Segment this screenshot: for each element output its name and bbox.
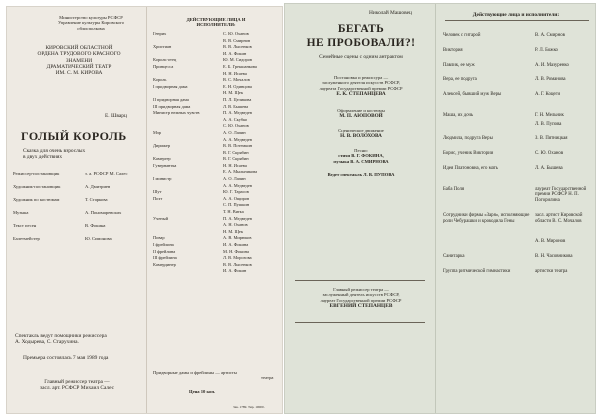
note-line: А. Ходырева, С. Старухина.	[15, 339, 79, 346]
cast-actor: В. В. Лысенков	[223, 44, 252, 50]
cast-actor: А. А. Медведев	[223, 136, 252, 142]
cast-actor: Н. М. Щек	[223, 90, 243, 96]
cast-role: Вера, ее подруга	[443, 77, 477, 83]
crew-row: Музыка А. Пономаревских	[13, 210, 122, 215]
cast-row	[153, 249, 281, 256]
cast-list	[443, 24, 593, 280]
cast-row	[153, 64, 281, 71]
cast-actor: З. В. Пятницкая	[535, 136, 568, 142]
chief-director	[11, 379, 143, 392]
right-programme-sheet	[284, 3, 596, 414]
cast-actor: Л. В. Романова	[535, 77, 566, 83]
cast-row	[153, 255, 281, 262]
cast-row	[443, 48, 593, 54]
cast-row	[443, 77, 593, 83]
cast-actor: Н. Н. Исаева	[223, 70, 247, 76]
cast-actor: И. А. Фокина	[223, 242, 249, 247]
cast-actor: М. Н. Фокина	[223, 248, 249, 254]
fold-line	[146, 7, 147, 413]
cast-role: Принцесса	[153, 63, 174, 69]
cast-row	[443, 187, 593, 204]
cast-actor: В. Н. Часовникова	[535, 253, 573, 259]
cast-role: Борис, ученик Виктории	[443, 151, 494, 157]
cast-actor: Ю. М. Сидоров	[223, 57, 252, 63]
cast-list	[153, 31, 281, 275]
title-line: БЕГАТЬ	[337, 23, 385, 35]
cast-row	[153, 189, 281, 196]
cast-actor: С. Ю. Оханов	[535, 151, 564, 157]
cast-row	[153, 143, 281, 150]
play-title	[293, 22, 429, 50]
cast-row	[153, 242, 281, 249]
header-line: облисполкома	[77, 25, 105, 31]
subtitle-line: в двух действиях	[23, 154, 63, 161]
cast-role: Павлик, ее муж	[443, 62, 475, 68]
fold-line	[435, 4, 436, 413]
cast-actor: Ю. Г. Тарасов	[223, 189, 249, 195]
cast-role: Камердинер	[153, 261, 176, 267]
cast-role: I придворная дама	[153, 83, 188, 89]
cast-actor: В. В. Потемкин	[223, 143, 253, 149]
cast-role: III придворная дама	[153, 103, 191, 109]
cast-row	[443, 122, 593, 128]
design-credit: Оформление и костюмы М. П. АЮПОВОЙ	[337, 108, 385, 120]
cast-actor: С. П. Пушкин	[223, 202, 250, 208]
left-programme-sheet	[6, 6, 283, 414]
cast-row	[443, 92, 593, 104]
cast-role: Идея Платоновна, его мать	[443, 165, 498, 171]
cast-actor: В. Г. Скрябин	[223, 156, 249, 162]
cast-row	[153, 216, 281, 223]
cast-role: Министр нежных чувств	[153, 110, 200, 116]
cast-actor: А. В. Миронов	[535, 239, 566, 245]
songs-credit: Песни: стихи В. Г. ФОКИНА, музыка В. А. СМИРНОВА	[333, 148, 389, 164]
crew-list	[13, 167, 141, 245]
cast-actor: Л. В. Бышева	[223, 103, 249, 109]
crew-row: Режиссер-постановщик з. а. РСФСР М. Салес	[13, 171, 128, 176]
cast-role: I фрейлина	[153, 242, 174, 247]
theatre-line: ЗНАМЕНИ	[65, 57, 93, 64]
cast-row	[443, 269, 593, 281]
movement-credit: Сценическое движение Н. В. ВОЛОХОВА	[338, 128, 384, 140]
cast-row	[443, 213, 593, 236]
cast-role: II фрейлина	[153, 248, 176, 254]
cast-role: Камергер	[153, 156, 171, 162]
play-title: ГОЛЫЙ КОРОЛЬ	[21, 129, 127, 143]
cast-row	[153, 117, 281, 124]
cast-row	[153, 123, 281, 130]
cast-row	[153, 196, 281, 203]
cast-row	[153, 57, 281, 64]
cast-row	[153, 169, 281, 176]
cast-actor: П. А. Медведев	[223, 110, 252, 116]
chief-line: засл. арт. РСФСР Михаил Салес	[39, 385, 115, 392]
cast-actor: С. Ю. Оханов	[223, 123, 249, 129]
crew-row: Художник-постановщик А. Дмитриев	[13, 184, 111, 189]
cast-role: Шут	[153, 189, 162, 195]
cast-actor: А. В. Мирюков	[223, 235, 252, 241]
theatre-line: ИМ. С. М. КИРОВА	[55, 70, 103, 77]
cast-row	[153, 71, 281, 78]
cast-row	[153, 97, 281, 104]
chief-director: Главный режиссер театра — заслуженный деятель искусств РСФСР, лауреат Государственной премии РСФСР ЕВГЕНИЙ СТЕПАНЦЕВ	[320, 287, 402, 310]
cast-actor: Г. Н. Мельник	[535, 112, 564, 118]
staging-credit: Постановка и режиссура — заслуженного деятеля искусств РСФСР, лауреата Государственной премии РСФСР Е. К. СТЕПАНЦЕВА	[319, 75, 403, 98]
cast-role: Виктория	[443, 47, 463, 53]
divider	[445, 20, 589, 21]
cast-role: Король-отец	[153, 57, 177, 63]
cast-row	[153, 51, 281, 58]
cast-row	[153, 163, 281, 170]
play-subtitle: Семейные сцены с одним антрактом	[319, 54, 403, 60]
cast-actor: Л. А. Бышева	[535, 165, 563, 171]
cast-actor: Е. Б. Грекшанкова	[223, 63, 257, 69]
cast-role: Баба Поля	[443, 186, 465, 192]
cast-actor: Н. М. Щек	[223, 228, 243, 234]
cast-row	[443, 136, 593, 142]
cast-row	[153, 176, 281, 183]
cast-row	[443, 63, 593, 69]
premiere-date: Премьера состоялась 7 мая 1989 года	[23, 355, 109, 361]
ministry-header	[41, 15, 141, 31]
cast-actor: С. Ю. Оханов	[223, 31, 249, 36]
cast-actor: А. А. Медведев	[223, 182, 252, 188]
cast-actor: лауреат Государственной премии РСФСР Н. П. Погорилина	[535, 186, 587, 204]
cast-role: Человек с гитарой	[443, 33, 481, 38]
cast-actor: А. О. Лапин	[223, 176, 246, 182]
cast-heading-line: ДЕЙСТВУЮЩИЕ ЛИЦА И	[186, 17, 246, 22]
cast-role: Группа ритмической гимнастики	[443, 268, 511, 274]
cast-role: Генрих	[153, 31, 167, 36]
cast-actor: Л. В. Пупова	[535, 121, 562, 127]
cast-row	[153, 235, 281, 242]
cast-row	[153, 150, 281, 157]
cast-actor: И. А. Фокин	[223, 268, 247, 274]
performance-lead: Ведет спектакль Л. В. ПУПОВА	[327, 172, 395, 177]
cast-row	[153, 268, 281, 275]
cast-row	[153, 262, 281, 269]
cast-row	[153, 183, 281, 190]
header-line: Министерство культуры РСФСР	[59, 15, 123, 20]
cast-row	[443, 33, 593, 39]
cast-row	[443, 254, 593, 260]
divider	[295, 322, 425, 323]
cast-role: Поэт	[153, 195, 163, 201]
cast-role: Дирижер	[153, 143, 171, 149]
cast-actor: засл. артист Кировской области В. С. Мочалов	[535, 212, 583, 224]
subtitle-line: Сказка для очень взрослых	[23, 148, 86, 154]
cast-row	[153, 110, 281, 117]
cast-footer: Придворные дамы и фрейлины — артисты театра	[153, 370, 274, 381]
cast-actor: Р. Л. Божко	[535, 47, 558, 53]
cast-row	[443, 166, 593, 178]
cast-row	[153, 44, 281, 51]
theatre-line: ДРАМАТИЧЕСКИЙ ТЕАТР	[46, 63, 112, 70]
cast-actor: П. Л. Целикова	[223, 96, 252, 102]
cast-role: Мэр	[153, 129, 161, 135]
cast-actor: П. А. Медведев	[223, 215, 252, 221]
cast-actor: А. И. Мазуренко	[535, 62, 569, 68]
cast-row	[153, 222, 281, 229]
cast-actor: И. А. Фокин	[223, 50, 247, 56]
cast-row	[153, 31, 281, 38]
printer-order: Зак. 1789. Тир. 10000.	[233, 405, 265, 409]
cast-role: III фрейлина	[153, 255, 177, 261]
crew-row: Текст песен В. Фокина	[13, 223, 106, 228]
cast-row	[443, 151, 593, 157]
cast-row	[153, 229, 281, 236]
cast-row	[443, 113, 593, 119]
title-line: НЕ ПРОБОВАЛИ?!	[306, 37, 416, 49]
theatre-line: ОРДЕНА ТРУДОВОГО КРАСНОГО	[37, 51, 121, 58]
cast-actor: Е. Н. Одинцова	[223, 83, 252, 89]
cast-role: Христиан	[153, 44, 172, 50]
cast-actor: А. Н. Оханов	[223, 222, 248, 228]
cast-row	[443, 239, 593, 245]
play-author: Е. Шварц	[105, 113, 127, 119]
header-line: Управление культуры Кировского	[57, 20, 125, 26]
cast-actor: В. А. Смирнов	[535, 33, 565, 38]
cast-role: Алексей, бывший муж Веры	[443, 92, 502, 98]
cast-actor: Е. А. Мыльникова	[223, 169, 258, 175]
cast-heading-line: ИСПОЛНИТЕЛИ:	[196, 22, 236, 28]
theatre-name	[15, 45, 143, 76]
cast-actor: В. Г. Скрябин	[223, 149, 249, 155]
cast-role: Король	[153, 77, 167, 83]
cast-actor: А. О. Лапин	[223, 129, 246, 135]
cast-row	[153, 77, 281, 84]
cast-actor: артистки театра	[535, 268, 568, 274]
theatre-line: КИРОВСКИЙ ОБЛАСТНОЙ	[45, 45, 113, 51]
cast-role: Сотрудники фирмы «Заря», исполняющие роли Чебурашки и крокодила Гены	[443, 212, 530, 224]
crew-row: Художник по костюмам Т. Старкова	[13, 197, 108, 202]
cast-role: I министр	[153, 176, 172, 182]
cast-actor: В. В. Смирнов	[223, 37, 251, 43]
price: Цена 10 коп.	[189, 389, 216, 394]
play-subtitle	[23, 148, 85, 161]
cast-actor: А. А. Ощиров	[223, 195, 250, 201]
cast-row	[153, 104, 281, 111]
cast-heading	[157, 17, 275, 28]
chief-line: Главный режиссер театра —	[44, 379, 110, 385]
cast-row	[153, 209, 281, 216]
cast-heading: Действующие лица и исполнители:	[472, 12, 560, 18]
cast-role: Санитарка	[443, 253, 465, 259]
cast-actor: В. С. Мочалов	[223, 77, 250, 83]
cast-role: Людмила, подруга Веры	[443, 136, 493, 142]
cast-row	[153, 38, 281, 45]
crew-row: Балетмейстер Ю. Симонова	[13, 236, 112, 241]
cast-actor: Т. Н. Вятка	[223, 209, 244, 215]
cast-actor: В. В. Лысенков	[223, 261, 252, 267]
cast-row	[153, 90, 281, 97]
cast-role: Повар	[153, 235, 165, 241]
cast-role: II придворная дама	[153, 96, 189, 102]
note-line: Спектакль ведут помощники режиссера	[15, 333, 107, 339]
cast-row	[153, 84, 281, 91]
cast-actor: А. Г. Коцеги	[535, 92, 561, 98]
cast-row	[153, 156, 281, 163]
cast-row	[153, 137, 281, 144]
cast-row	[153, 130, 281, 137]
cast-role: Ученый	[153, 215, 168, 221]
cast-actor: Н. Н. Исаева	[223, 162, 247, 168]
cast-role: Маша, их дочь	[443, 112, 474, 118]
cast-role: Гувернантка	[153, 162, 177, 168]
cast-actor: А. А. Скубко	[223, 116, 248, 122]
divider	[295, 280, 425, 281]
play-author: Николай Машовец	[369, 10, 412, 16]
stage-managers-note	[15, 333, 107, 346]
cast-row	[153, 202, 281, 209]
cast-actor: Л. В. Морозова	[223, 255, 252, 261]
